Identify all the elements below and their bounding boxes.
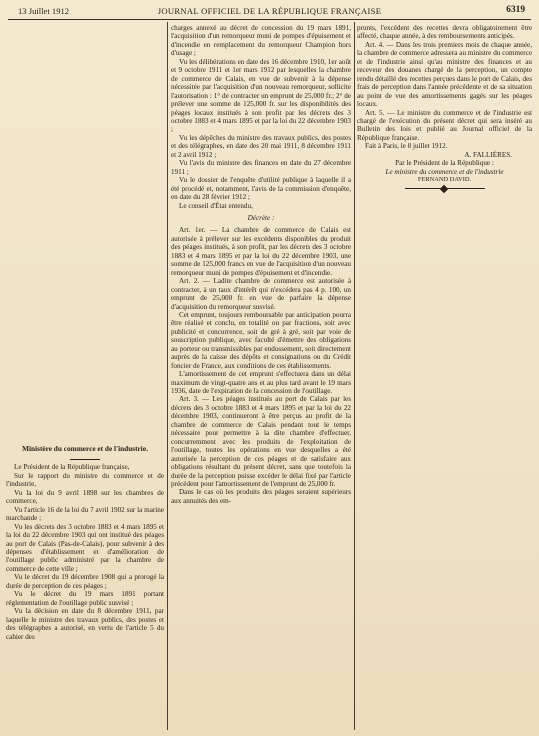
column-right (357, 24, 532, 192)
paragraph: L'amortissement de cet emprunt s'effectuera dans un délai maximum de vingt-quatre ans et au plus tard avant le 19 mars 1936, date de l'expiration de la concession de l'outillage. (171, 370, 351, 396)
page-header (8, 4, 531, 18)
ornament-separator (405, 188, 485, 189)
column-divider (167, 22, 168, 730)
paragraph: Vu les délibérations en date des 16 décembre 1910, 1er août et 9 octobre 1911 et 1er mars 1912 par lesquelles la chambre de commerce de Calais, en vue de subvenir à la dépense nécessitée par l'acquisition d'un nouveau remorqueur, sollicite l'autorisation : 1° de contracter un emprunt de 25,000 fr.; 2° de prélever une somme de 125,000 fr. sur les disponibilités des péages locaux institués à son profit par les décrets des 3 octobre 1883 et 4 mars 1895 et par la loi du 22 décembre 1903 ; (171, 57, 351, 134)
paragraph: Vu la décision en date du 8 décembre 1911, par laquelle le ministre des travaux publics, des postes et des télégraphes a autorisé, en vertu de l'article 5 du cahier des (6, 607, 164, 641)
signature: A. FALLIÈRES. (464, 150, 512, 159)
page-number: 6319 (506, 5, 525, 15)
paragraph: Fait à Paris, le 8 juillet 1912. (365, 142, 448, 151)
paragraph: Vu l'avis du ministre des finances en date du 27 décembre 1911 ; (171, 159, 351, 176)
paragraph: charges annexé au décret de concession du 19 mars 1891, l'acquisition d'un remorqueur muni de pompes d'épuisement et d'incendie en remplacement du remorqueur Champion hors d'usage ; (171, 24, 351, 58)
article: Art. 5. — Le ministre du commerce et de l'industrie est chargé de l'exécution du présent décret qui sera inséré au Bulletin des lois et publié au Journal officiel de la République française. (357, 108, 532, 142)
paragraph: prunts, l'excédent des recettes devra obligatoirement être affecté, chaque année, à des remboursements anticipés. (357, 24, 532, 41)
column-left (6, 445, 164, 641)
paragraph: Le Président de la République française, (14, 463, 130, 472)
paragraph: Vu le dossier de l'enquête d'utilité publique à laquelle il a été procédé et, notamment, l'avis de la commission d'enquête, en date du 28 février 1912 ; (171, 176, 351, 202)
article: Art. 2. — Ladite chambre de commerce est autorisée à contracter, à un taux d'intérêt qui n'excédera pas 4 p. 100, un emprunt de 25,000 fr. en vue de parfaire la dépense d'acquisition du remorqueur susvisé. (171, 277, 351, 311)
article: Art. 1er. — La chambre de commerce de Calais est autorisée à prélever sur les excédents disponibles du produit des péages institués, à son profit, par les décrets des 3 octobre 1883 et 4 mars 1895 et par la loi du 22 décembre 1903, une somme de 125,000 francs en vue de l'acquisition d'un nouveau remorqueur muni de pompes d'épuisement et d'incendie. (171, 226, 351, 277)
paragraph: Vu la loi du 9 avril 1898 sur les chambres de commerce, (6, 488, 164, 506)
paragraph: Vu le décret du 19 décembre 1908 qui a prorogé la durée de perception de ces péages ; (6, 573, 164, 590)
paragraph: Vu les dépêches du ministre des travaux publics, des postes et des télégraphes, en date des 20 mai 1911, 8 décembre 1911 et 2 avril 1912 ; (171, 133, 351, 159)
article: Art. 4. — Dans les trois premiers mois de chaque année, la chambre de commerce adressera au ministre du commerce et de l'industrie ainsi qu'au ministre des finances et au receveur des douanes chargé de la perception, un compte rendu détaillé des recettes perçues dans le port de Calais, des frais de perception dans l'année précédente et de sa situation au point de vue des amortissements gagés sur les péages locaux. (357, 40, 532, 109)
article: Art. 3. — Les péages institués au port de Calais par les décrets des 3 octobre 1883 et 4 mars 1895 et par la loi du 22 décembre 1903, continueront à être perçus au profit de la chambre de commerce de Calais pendant tout le temps nécessaire pour permettre à la dite chambre d'effectuer, concurremment avec les produits de l'exploitation de l'outillage, toutes les opérations en vue desquelles a été autorisée la perception de ces péages et de satisfaire aux obligations résultant du présent décret, sans que toutefois la durée de la perception puisse excéder le délai fixé par l'article précédent pour l'amortissement de l'emprunt de 25,000 fr. (171, 395, 351, 489)
minister-title: Le ministre du commerce et de l'industrie (385, 167, 504, 176)
journal-title: JOURNAL OFFICIEL DE LA RÉPUBLIQUE FRANÇAISE (157, 6, 382, 16)
paragraph: Dans le cas où les produits des péages seraient supérieurs aux annuités des em- (171, 488, 351, 505)
paragraph: Sur le rapport du ministre du commerce et de l'industrie, (6, 471, 164, 489)
paragraph: Cet emprunt, toujours remboursable par anticipation pourra être réalisé et conclu, en totalité ou par fractions, soit avec publicité et concurrence, soit de gré à gré, soit par voie de souscription publique, avec faculté d'émettre des obligations au porteur ou transmissibles par endossement, soit directement auprès de la caisse des dépôts et consignations ou du Crédit foncier de France, aux conditions de ces établissements. (171, 310, 351, 370)
column-divider (354, 22, 355, 730)
header-rule (8, 19, 531, 20)
paragraph: Vu l'article 16 de la loi du 7 avril 1902 sur la marine marchande ; (6, 505, 164, 523)
header-date: 13 Juillet 1912 (18, 6, 70, 16)
paragraph: Vu le décret du 19 mars 1891 portant réglementation de l'outillage public susvisé ; (6, 590, 164, 607)
paragraph: Vu les décrets des 3 octobre 1883 et 4 mars 1895 et la loi du 22 décembre 1903 qui ont institué des péages au port de Calais (Pas-de-Calais), pour subvenir à des dépenses d'établissement et d'amélioration de l'outillage public administré par la chambre de commerce de cette ville ; (6, 522, 164, 573)
minister-name: FERNAND DAVID. (417, 176, 472, 184)
separator (70, 459, 100, 460)
ministry-heading: Ministère du commerce et de l'industrie. (22, 444, 148, 453)
column-middle (171, 24, 351, 505)
by-president: Par le Président de la République : (395, 159, 494, 168)
decree-heading: Décrète : (247, 213, 275, 222)
paragraph: Le conseil d'État entendu, (179, 201, 253, 210)
